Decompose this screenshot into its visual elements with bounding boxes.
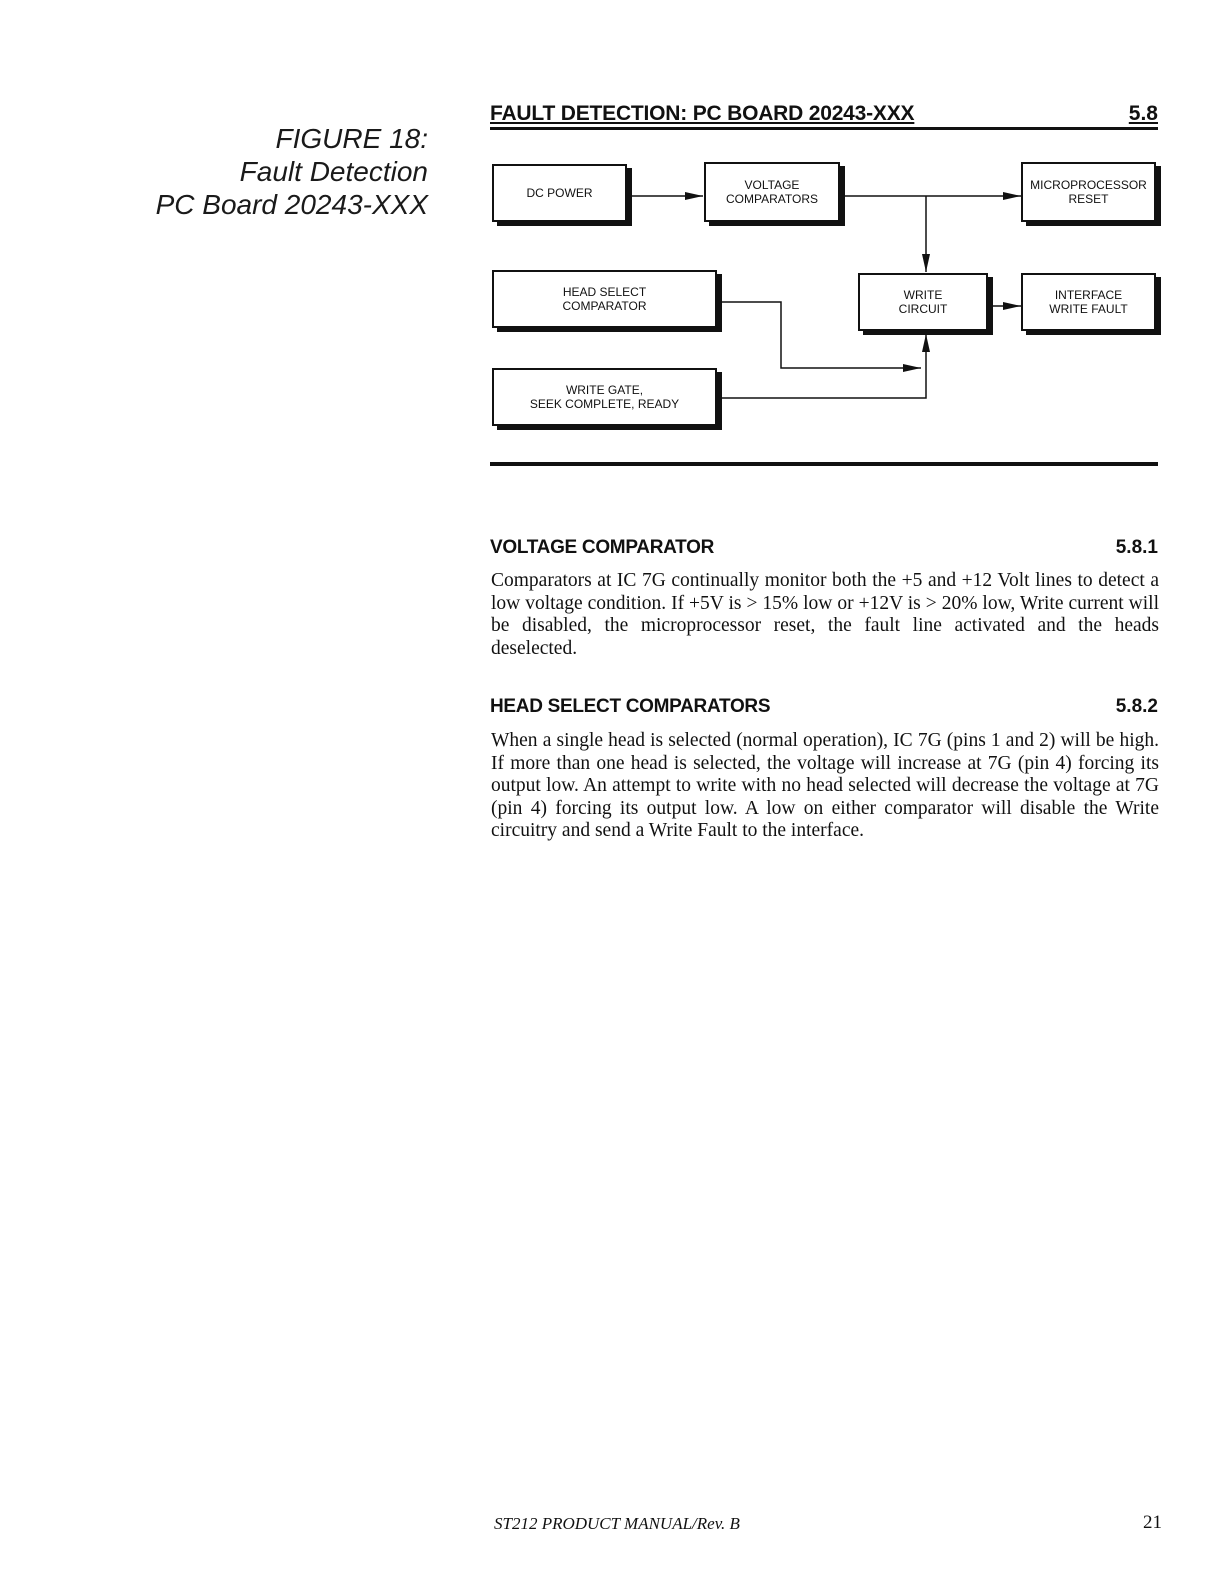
footer-page-number: 21: [1143, 1512, 1162, 1533]
fault-detection-diagram: [488, 150, 1168, 450]
figure-caption: [156, 122, 428, 221]
subsection-header: [490, 537, 1158, 561]
voltage-comparators-block: VOLTAGE COMPARATORS: [704, 162, 840, 222]
section-title: FAULT DETECTION: PC BOARD 20243-XXX: [490, 102, 915, 125]
interface-write-fault-block: INTERFACE WRITE FAULT: [1021, 273, 1156, 331]
section-number: 5.8: [1128, 102, 1158, 125]
connector-write-gate-to-write: [721, 334, 926, 398]
write-circuit-block: WRITE CIRCUIT: [858, 273, 988, 331]
write-gate-block: WRITE GATE, SEEK COMPLETE, READY: [492, 368, 717, 426]
subsection-number: 5.8.2: [1115, 696, 1158, 717]
figure-caption-line-2: Fault Detection: [239, 156, 428, 187]
subsection-header: [490, 696, 1158, 720]
dc-power-block: DC POWER: [492, 164, 627, 222]
body-paragraph: When a single head is selected (normal operation), IC 7G (pins 1 and 2) will be high. If more than one head is selected, the voltage will increase at 7G (pin 4) forcing its output low. An attempt to write with no head selected will decrease the voltage at 7G (pin 4) forcing its output low. A low on either comparator will disable the Write circuitry and send a Write Fault to the interface.: [491, 730, 1159, 841]
microprocessor-reset-block: MICROPROCESSOR RESET: [1021, 162, 1156, 222]
footer-manual-title: ST212 PRODUCT MANUAL/Rev. B: [494, 1514, 740, 1533]
subsection-title: VOLTAGE COMPARATOR: [490, 537, 715, 558]
subsection-number: 5.8.1: [1115, 537, 1158, 558]
subsection-title: HEAD SELECT COMPARATORS: [490, 696, 771, 717]
figure-caption-line-3: PC Board 20243-XXX: [155, 189, 428, 220]
section-header: [490, 100, 1158, 130]
head-select-comparator-block: HEAD SELECT COMPARATOR: [492, 270, 717, 328]
figure-caption-line-1: FIGURE 18:: [275, 123, 428, 154]
body-paragraph: Comparators at IC 7G continually monitor both the +5 and +12 Volt lines to detect a low voltage condition. If +5V is > 15% low or +12V is > 20% low, Write current will be disabled, the microprocessor reset, the fault line activated and the heads deselected.: [491, 570, 1159, 659]
diagram-bottom-rule: [490, 462, 1158, 466]
